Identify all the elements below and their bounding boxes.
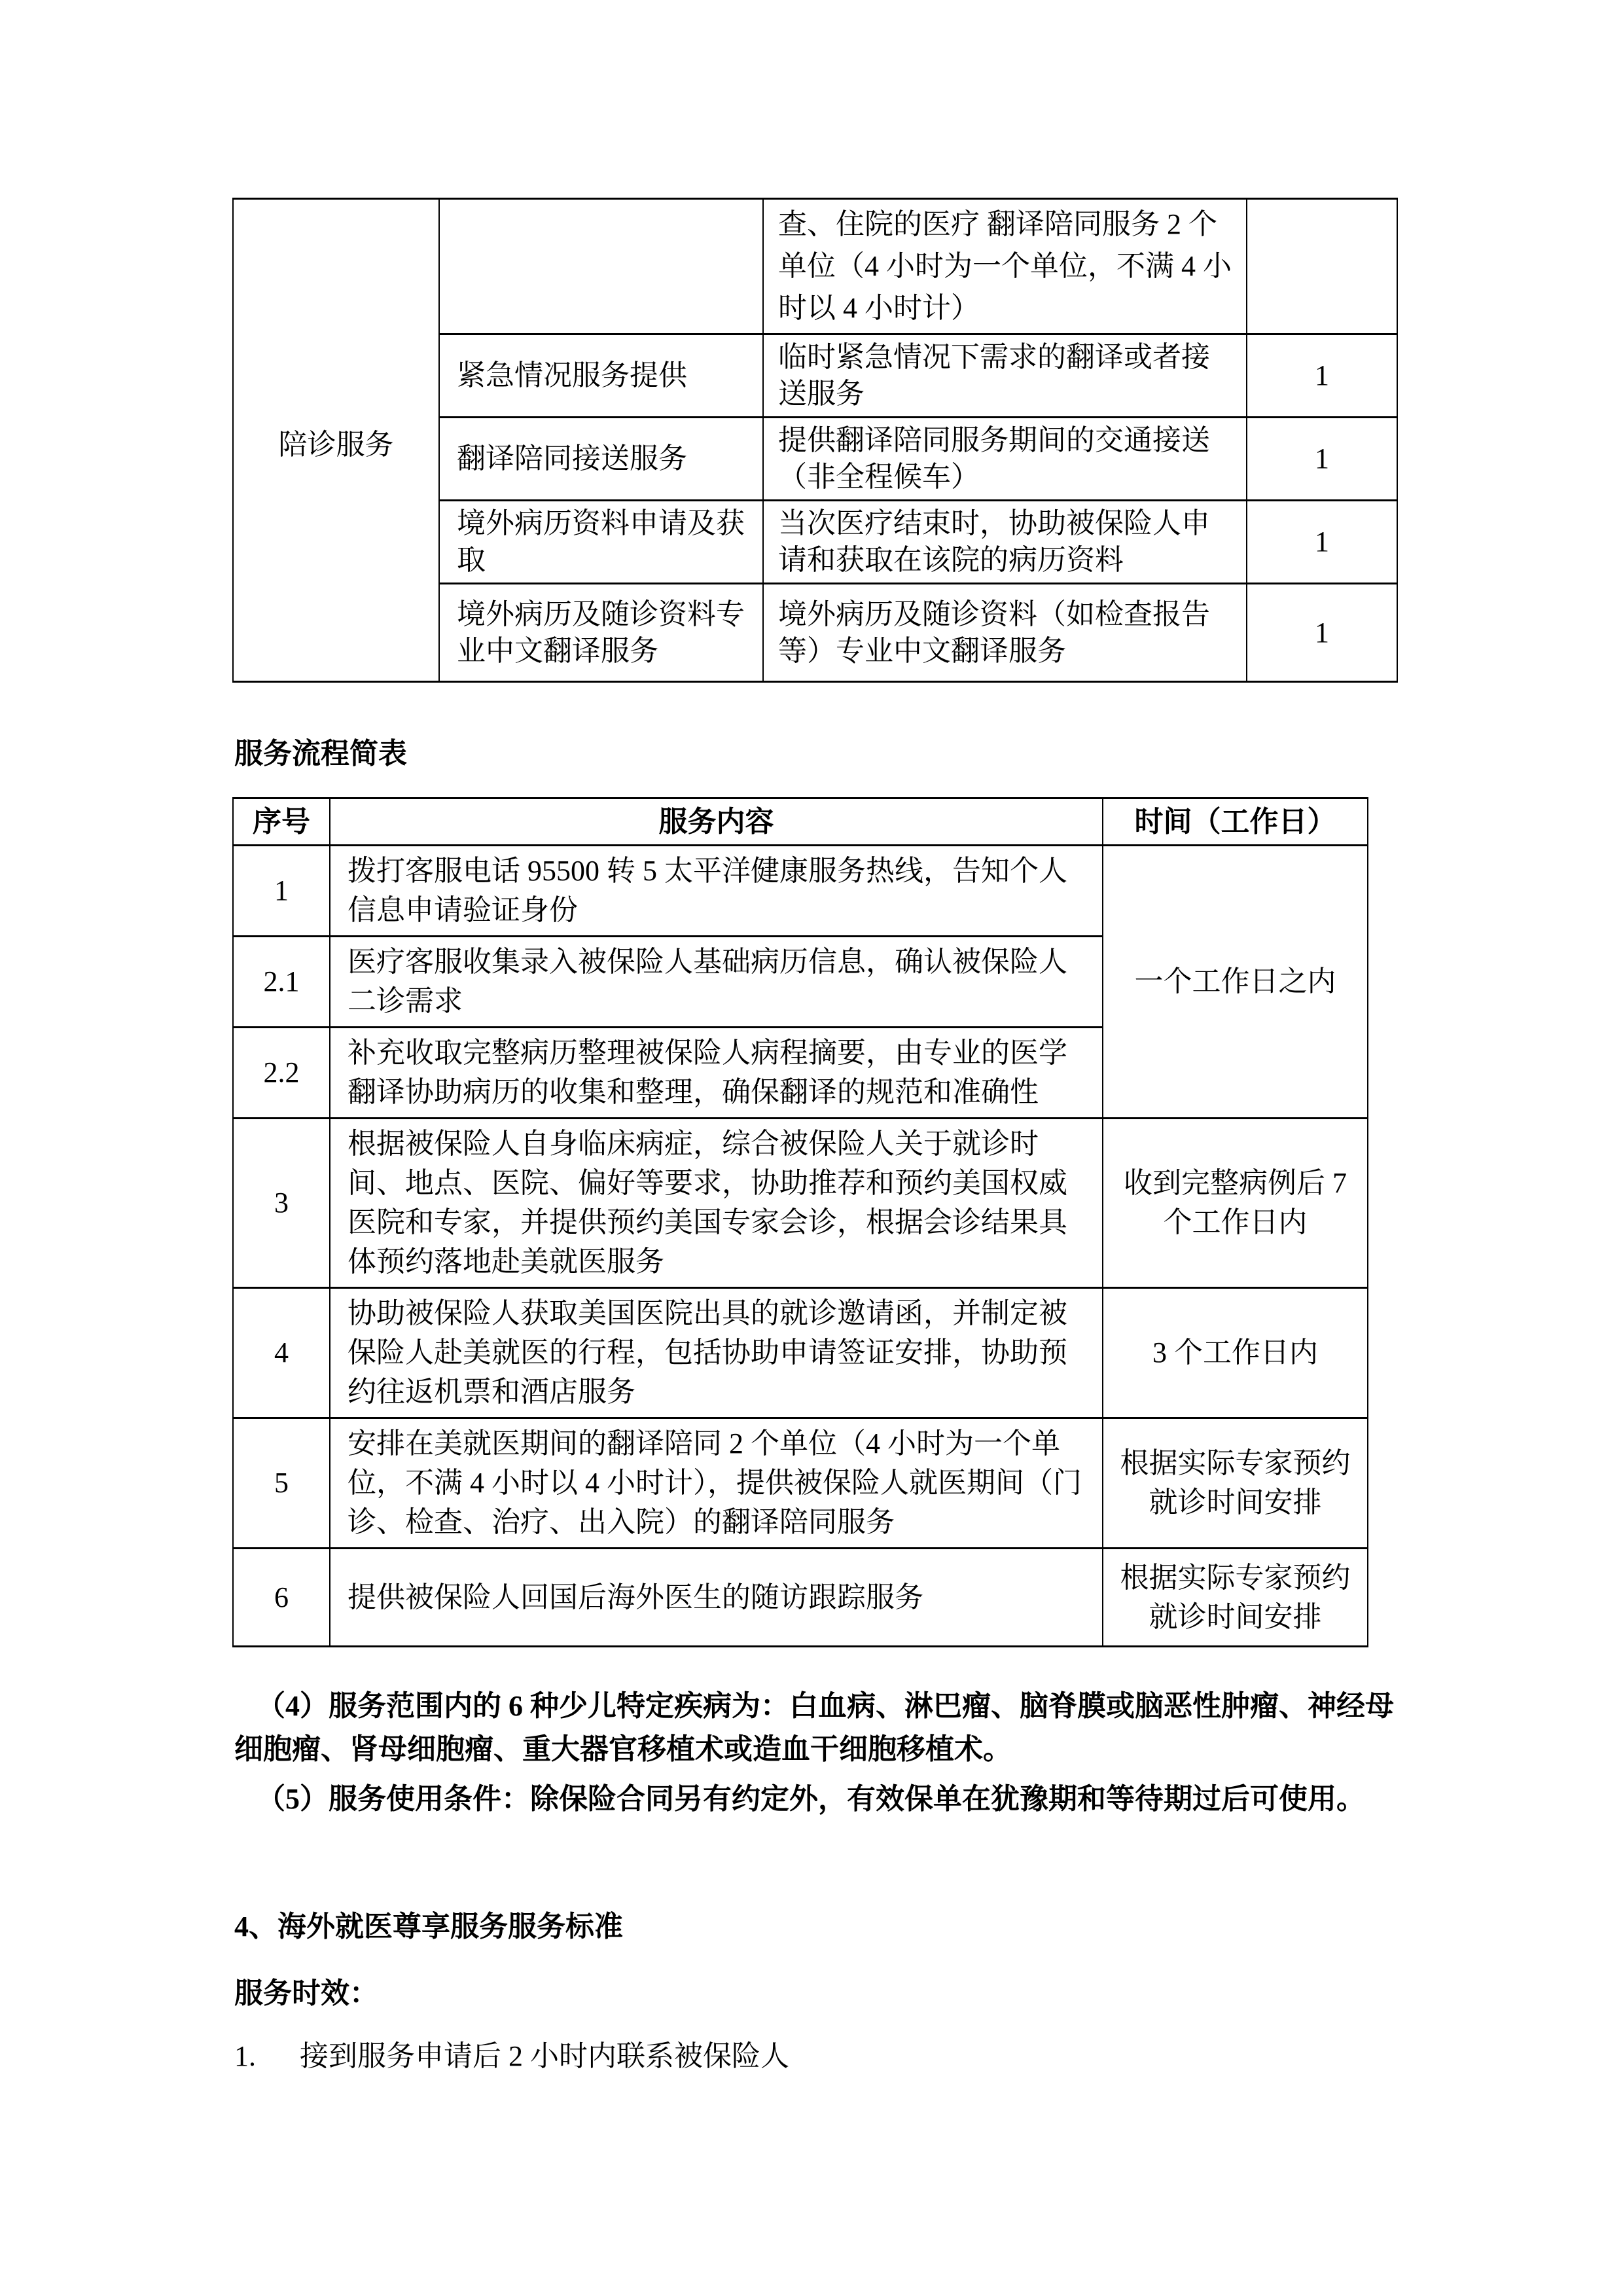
step-time-cell: 根据实际专家预约就诊时间安排: [1103, 1418, 1368, 1549]
service-category-cell: [233, 199, 439, 682]
step-content-cell: 补充收取完整病历整理被保险人病程摘要，由专业的医学翻译协助病历的收集和整理，确保翻译的规范和准确性: [330, 1028, 1103, 1119]
section-4-heading: 4、海外就医尊享服务服务标准: [234, 1910, 623, 1943]
step-no-cell: 3: [233, 1119, 330, 1288]
table-row: [233, 846, 1368, 937]
service-desc-cell: 境外病历及随诊资料（如检查报告等）专业中文翻译服务: [763, 584, 1247, 682]
step-content-cell: 拨打客服电话 95500 转 5 太平洋健康服务热线，告知个人信息申请验证身份: [330, 846, 1103, 937]
table-row: [233, 199, 1397, 334]
table-row: [233, 1119, 1368, 1288]
step-no-cell: 2.1: [233, 937, 330, 1028]
list-item-number: 1.: [234, 2040, 256, 2072]
step-no-cell: 1: [233, 846, 330, 937]
service-category-label: 陪诊服务: [278, 429, 394, 461]
list-item-text: 接到服务申请后 2 小时内联系被保险人: [300, 2040, 789, 2072]
service-desc-cell: 查、住院的医疗 翻译陪同服务 2 个单位（4 小时为一个单位，不满 4 小时以 4 小时计）: [763, 199, 1247, 334]
process-table-title: 服务流程简表: [234, 738, 407, 770]
companion-service-table: [232, 198, 1398, 683]
service-count-cell: 1: [1247, 418, 1397, 501]
step-time-cell: 收到完整病例后 7 个工作日内: [1103, 1119, 1368, 1288]
note-4-paragraph: （4）服务范围内的 6 种少儿特定疾病为：白血病、淋巴瘤、脑脊膜或脑恶性肿瘤、神经母细胞瘤、肾母细胞瘤、重大器官移植术或造血干细胞移植术。: [234, 1690, 1394, 1765]
header-no: 序号: [233, 798, 330, 846]
step-no-cell: 4: [233, 1288, 330, 1418]
step-time-cell: 根据实际专家预约就诊时间安排: [1103, 1549, 1368, 1647]
service-name-cell: 境外病历资料申请及获取: [439, 501, 763, 584]
table-row: [233, 1549, 1368, 1647]
table-row: [233, 1418, 1368, 1549]
step-content-cell: 提供被保险人回国后海外医生的随访跟踪服务: [330, 1549, 1103, 1647]
service-count-cell: 1: [1247, 584, 1397, 682]
service-process-table: [232, 797, 1368, 1647]
step-time-cell: 3 个工作日内: [1103, 1288, 1368, 1418]
service-name-cell: [439, 199, 763, 334]
step-no-cell: 2.2: [233, 1028, 330, 1119]
service-count-cell: 1: [1247, 501, 1397, 584]
service-sla-heading: 服务时效：: [234, 1977, 378, 2009]
step-no-cell: 5: [233, 1418, 330, 1549]
service-name-cell: 境外病历及随诊资料专业中文翻译服务: [439, 584, 763, 682]
step-no-cell: 6: [233, 1549, 330, 1647]
sla-list-item: [234, 2037, 1478, 2076]
table-header-row: [233, 798, 1368, 846]
service-count-cell: [1247, 199, 1397, 334]
table-row: [233, 1288, 1368, 1418]
header-time: 时间（工作日）: [1103, 798, 1368, 846]
service-desc-cell: 提供翻译陪同服务期间的交通接送（非全程候车）: [763, 418, 1247, 501]
step-content-cell: 医疗客服收集录入被保险人基础病历信息，确认被保险人二诊需求: [330, 937, 1103, 1028]
step-content-cell: 协助被保险人获取美国医院出具的就诊邀请函，并制定被保险人赴美就医的行程，包括协助申请签证安排，协助预约往返机票和酒店服务: [330, 1288, 1103, 1418]
step-time-cell: 一个工作日之内: [1103, 846, 1368, 1119]
step-content-cell: 安排在美就医期间的翻译陪同 2 个单位（4 小时为一个单位，不满 4 小时以 4 小时计），提供被保险人就医期间（门诊、检查、治疗、出入院）的翻译陪同服务: [330, 1418, 1103, 1549]
service-desc-cell: 当次医疗结束时，协助被保险人申请和获取在该院的病历资料: [763, 501, 1247, 584]
service-name-cell: 翻译陪同接送服务: [439, 418, 763, 501]
header-content: 服务内容: [330, 798, 1103, 846]
service-name-cell: 紧急情况服务提供: [439, 334, 763, 418]
service-desc-cell: 临时紧急情况下需求的翻译或者接送服务: [763, 334, 1247, 418]
step-content-cell: 根据被保险人自身临床病症，综合被保险人关于就诊时间、地点、医院、偏好等要求，协助推荐和预约美国权威医院和专家，并提供预约美国专家会诊，根据会诊结果具体预约落地赴美就医服务: [330, 1119, 1103, 1288]
note-5-paragraph: （5）服务使用条件：除保险合同另有约定外，有效保单在犹豫期和等待期过后可使用。: [257, 1783, 1365, 1815]
service-count-cell: 1: [1247, 334, 1397, 418]
